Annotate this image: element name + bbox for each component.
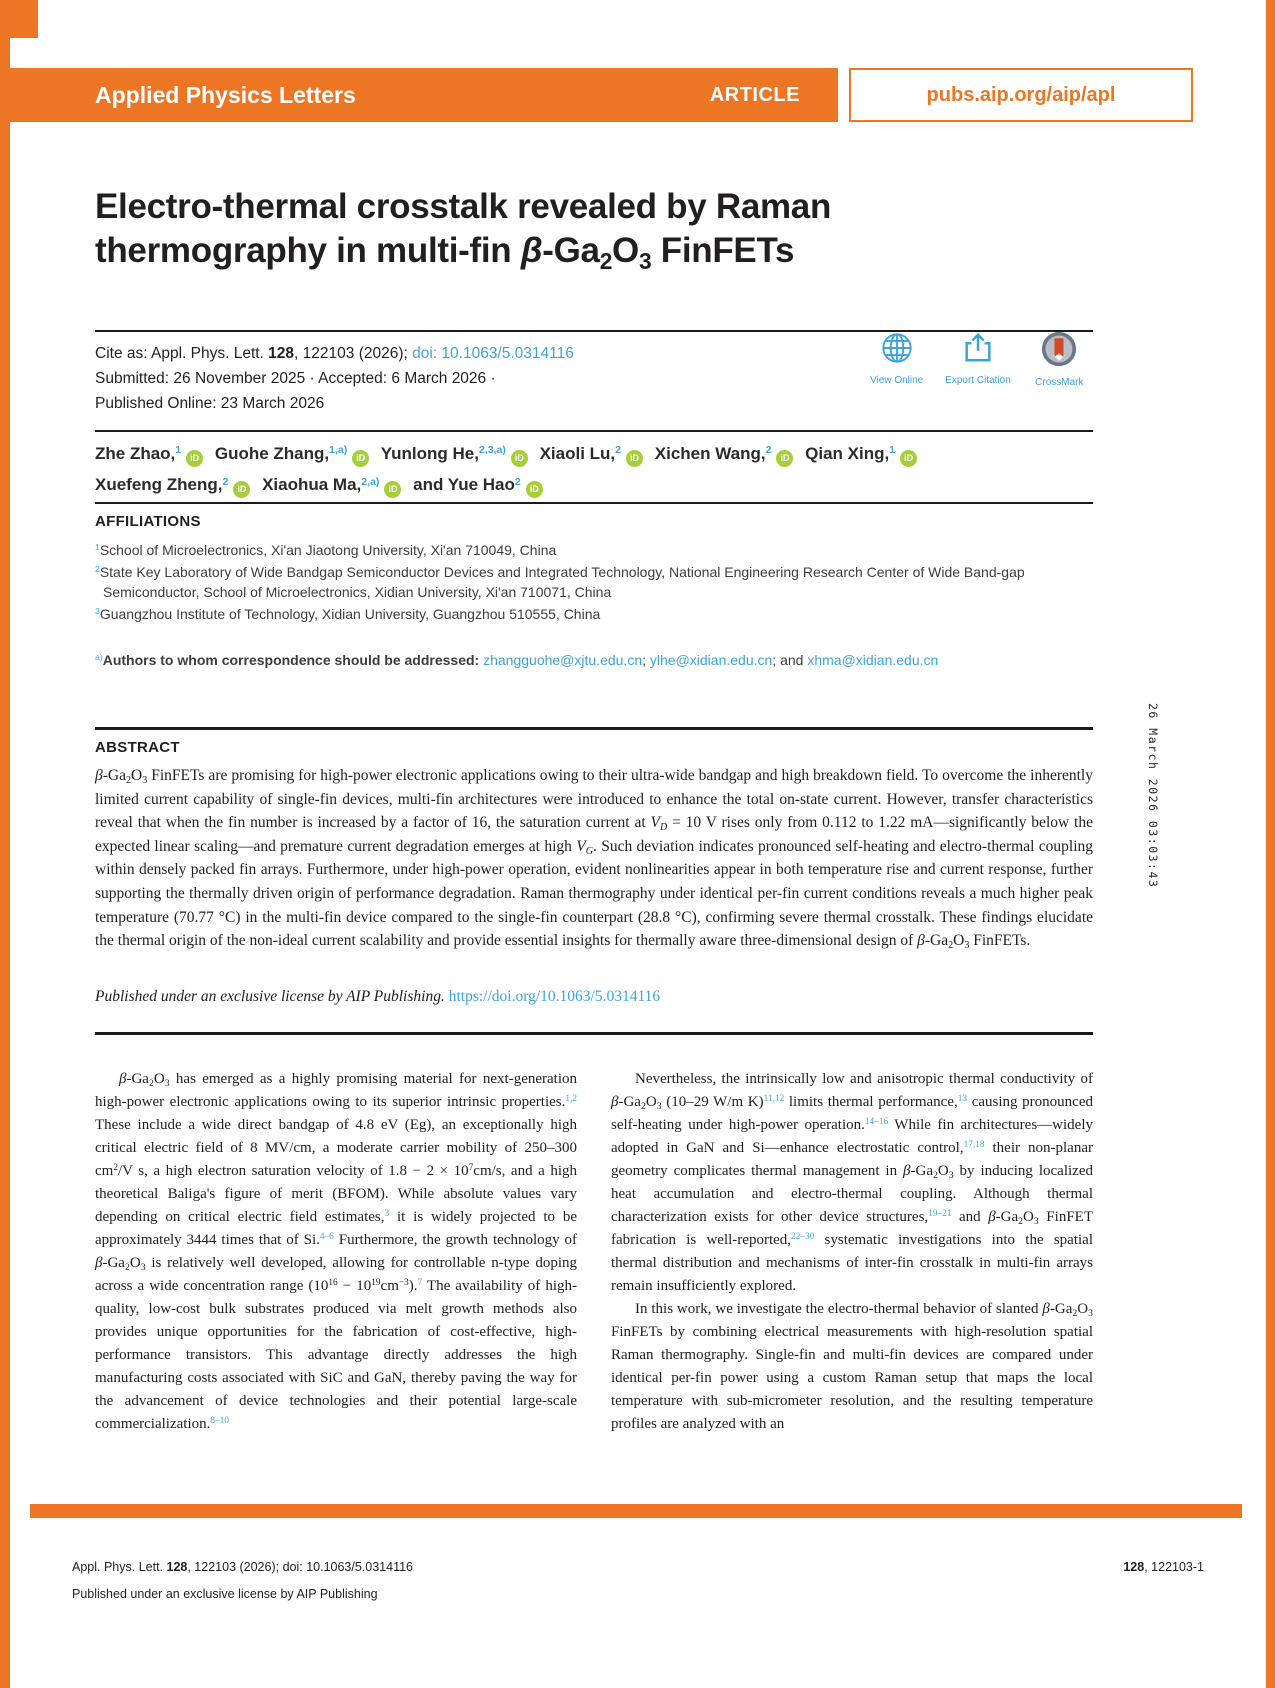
inline-link[interactable]: xhma@xidian.edu.cn <box>807 652 939 668</box>
orcid-icon[interactable]: iD <box>776 450 793 467</box>
right-column <box>611 1068 1093 1436</box>
footer-citation: Appl. Phys. Lett. 128, 122103 (2026); doi: 10.1063/5.0314116 <box>72 1560 414 1574</box>
inline-link[interactable]: zhangguohe@xjtu.edu.cn <box>483 652 643 668</box>
footer-accent-bar <box>30 1504 1242 1518</box>
inline-link[interactable]: https://doi.org/10.1063/5.0314116 <box>448 988 661 1005</box>
crossmark-button[interactable] <box>1019 331 1100 388</box>
inline-link[interactable]: 1 <box>95 542 100 553</box>
page-right-border <box>1266 0 1275 1688</box>
inline-link[interactable]: 2,a) <box>361 475 380 488</box>
export-icon <box>961 331 995 370</box>
view-online-label: View Online <box>870 375 924 386</box>
inline-link[interactable]: 1 <box>889 444 896 457</box>
journal-site-url: pubs.aip.org/aip/apl <box>926 83 1116 106</box>
author-list <box>95 438 1105 501</box>
orcid-icon[interactable]: iD <box>384 481 401 498</box>
left-column <box>95 1068 577 1436</box>
inline-link[interactable]: 1 <box>175 444 182 457</box>
crossmark-label: CrossMark <box>1035 377 1084 388</box>
divider <box>95 1032 1093 1035</box>
journal-name: Applied Physics Letters <box>95 81 356 108</box>
journal-site-link[interactable] <box>849 68 1193 122</box>
inline-link[interactable]: 3 <box>95 606 100 617</box>
inline-link[interactable]: 1,2 <box>565 1093 577 1104</box>
inline-link[interactable]: 2 <box>765 444 772 457</box>
corner-accent <box>0 0 38 38</box>
affiliation-item: $^1$School of Microelectronics, Xi'an Jiaotong University, Xi'an 710049, China <box>95 542 557 558</box>
inline-link[interactable]: 2 <box>222 475 229 488</box>
license-line: Published under an exclusive license by AIP Publishing. https://doi.org/10.1063/5.0314116 <box>95 988 661 1005</box>
page-left-border <box>0 0 10 1688</box>
inline-link[interactable]: 7 <box>417 1277 423 1288</box>
inline-link[interactable]: 2 <box>514 475 521 488</box>
inline-link[interactable]: doi: 10.1063/5.0314116 <box>412 345 574 362</box>
divider <box>95 502 1093 504</box>
article-actions <box>856 331 1100 388</box>
orcid-icon[interactable]: iD <box>626 450 643 467</box>
orcid-icon[interactable]: iD <box>186 450 203 467</box>
footer-license: Published under an exclusive license by AIP Publishing <box>72 1587 378 1601</box>
affiliation-item: $^3$Guangzhou Institute of Technology, Xidian University, Guangzhou 510555, China <box>95 606 601 623</box>
inline-link[interactable]: 17,18 <box>963 1139 985 1150</box>
submitted-accepted-line: Submitted: 26 November 2025 · Accepted: 6 March 2026 · <box>95 370 496 388</box>
inline-link[interactable]: 2,3,a) <box>478 444 506 457</box>
body-paragraph: In this work, we investigate the electro-thermal behavior of slanted $\beta-Ga_2O_3$ FinFETs by combining electrical measurements with high-resolution spatial Raman thermography. Single-fin and multi-fin devices are compared under identical per-fin power using a custom Raman setup that maps the local temperature with sub-micrometer resolution, and the resulting temperature profiles are analyzed with an <box>611 1301 1093 1432</box>
inline-link[interactable]: 11,12 <box>763 1093 785 1104</box>
cite-as-line: Cite as: Appl. Phys. Lett. 128, 122103 (2026); doi: 10.1063/5.0314116 <box>95 345 574 362</box>
orcid-icon[interactable]: iD <box>900 450 917 467</box>
affiliation-item: $^2$State Key Laboratory of Wide Bandgap Semiconductor Devices and Integrated Technology, National Engineering Research Center of Wide Band-gap Semiconductor, School of Microelectronics, Xidian University, Xi'an 710071, China <box>95 563 1025 601</box>
inline-link[interactable]: 13 <box>957 1093 968 1104</box>
body-paragraph: Nevertheless, the intrinsically low and anisotropic thermal conductivity of $\beta-Ga_2O_3$ (10–29 W/m K)$^{11,12}$ limits thermal performance,$^{13}$ causing pronounced self-heating under high-power operation.$^{14-16}$ While fin architectures—widely adopted in GaN and Si—enhance electrostatic control,$^{17,18}$ their non-planar geometry complicates thermal management in $\beta-Ga_2O_3$ by inducing localized heat accumulation and electro-thermal coupling. Although thermal characterization exists for other device structures,$^{19-21}$ and $\beta-Ga_2O_3$ FinFET fabrication is well-reported,$^{22-30}$ systematic investigations into the spatial thermal distribution and mechanisms of inter-fin crosstalk in multi-fin arrays remain insufficiently explored. <box>611 1071 1094 1294</box>
inline-link[interactable]: 2 <box>615 444 622 457</box>
download-timestamp: 26 March 2026 03:03:43 <box>1146 703 1160 889</box>
article-title: Electro-thermal crosstalk revealed by Raman thermography in multi-fin $\beta-Ga_2O_3$ FinFETs <box>95 187 832 274</box>
export-citation-label: Export Citation <box>945 375 1011 386</box>
body-paragraph: $\beta-Ga_2O_3$ has emerged as a highly promising material for next-generation high-power electronic applications owing to its superior intrinsic properties.$^{1,2}$ These include a wide direct bandgap of 4.8 eV (Eg), an exceptionally high critical electric field of 8 MV/cm, a moderate carrier mobility of 250–300 $cm^2/V$ s, a high electron saturation velocity of $1.8 - 2 \times 10^7cm/s$, and a high theoretical Baliga's figure of merit (BFOM). While absolute values vary depending on critical electric field estimates,$^3$ it is widely projected to be approximately 3444 times that of Si.$^{4-6}$ Furthermore, the growth technology of $\beta-Ga_2O_3$ is relatively well developed, allowing for controllable n-type doping across a wide concentration range $(10^{16} - 10^{19}cm^{-3}).^7$ The availability of high-quality, low-cost bulk substrates produced via melt growth methods also provides unique opportunities for the fabrication of cost-effective, high-performance transistors. This advantage directly addresses the high manufacturing costs associated with SiC and GaN, thereby paving the way for the advancement of device technologies and their potential large-scale commercialization.$^{8-10}$ <box>95 1071 578 1432</box>
affiliations-list <box>95 540 1100 626</box>
inline-link[interactable]: 3 <box>384 1208 390 1219</box>
export-citation-button[interactable] <box>937 331 1018 388</box>
orcid-icon[interactable]: iD <box>233 481 250 498</box>
orcid-icon[interactable]: iD <box>526 481 543 498</box>
abstract-text: $\beta-Ga_2O_3$ FinFETs are promising for high-power electronic applications owing to their ultra-wide bandgap and high breakdown field. To overcome the inherently limited current capability of single-fin devices, multi-fin architectures were introduced to enhance the total on-state current. However, transfer characteristics reveal that when the fin number is increased by a factor of 16, the saturation current at $V_D = 10$ V rises only from 0.112 to 1.22 mA—significantly below the expected linear scaling—and premature current degradation emerges at high $V_G$. Such deviation indicates pronounced self-heating and electro-thermal coupling within densely packed fin arrays. Furthermore, under high-power operation, evident nonlinearities appear in both temperature rise and current response, further supporting the thermally driven origin of performance degradation. Raman thermography under identical per-fin current conditions reveals a much higher peak temperature (70.77 °C) in the multi-fin device compared to the single-fin counterpart (28.8 °C), confirming severe thermal crosstalk. These findings elucidate the thermal origin of the non-ideal current scalability and provide essential insights for thermally aware three-dimensional design of $\beta-Ga_2O_3$ FinFETs. <box>95 767 1094 951</box>
author-line-1: Zhe Zhao,$^1$iD Guohe Zhang,$^{1,a)}$iD Yunlong He,$^{2,3,a)}$iD Xiaoli Lu,$^2$iD Xichen Wang,$^2$iD Qian Xing,$^1$iD <box>95 438 1105 469</box>
divider <box>95 430 1093 432</box>
inline-link[interactable]: a) <box>95 652 103 663</box>
citation-block <box>95 341 835 416</box>
abstract-heading: ABSTRACT <box>95 739 180 756</box>
inline-link[interactable]: 2 <box>95 563 100 574</box>
inline-link[interactable]: 4–6 <box>319 1231 334 1242</box>
page-footer <box>72 1560 1204 1601</box>
affiliations-heading: AFFILIATIONS <box>95 513 201 530</box>
orcid-icon[interactable]: iD <box>352 450 369 467</box>
divider <box>95 727 1093 730</box>
inline-link[interactable]: ylhe@xidian.edu.cn <box>649 652 773 668</box>
correspondence-note: $^{a)}$Authors to whom correspondence should be addressed: zhangguohe@xjtu.edu.cn; ylhe@xidian.edu.cn; and xhma@xidian.edu.cn <box>95 652 939 668</box>
published-online-line: Published Online: 23 March 2026 <box>95 395 325 413</box>
crossmark-icon <box>1041 331 1077 372</box>
orcid-icon[interactable]: iD <box>511 450 528 467</box>
inline-link[interactable]: 22–30 <box>791 1231 815 1242</box>
inline-link[interactable]: 8–10 <box>210 1415 229 1426</box>
inline-link[interactable]: 19–21 <box>928 1208 952 1219</box>
globe-icon <box>880 331 914 370</box>
footer-page-number: 128, 122103-1 <box>1123 1560 1204 1574</box>
author-line-2: Xuefeng Zheng,$^2$iD Xiaohua Ma,$^{2,a)}$iD and Yue Hao$^2$iD <box>95 469 1105 500</box>
inline-link[interactable]: 14–16 <box>864 1116 889 1127</box>
article-type-label: ARTICLE <box>709 83 800 106</box>
journal-header <box>0 68 838 122</box>
inline-link[interactable]: 1,a) <box>329 444 348 457</box>
article-body <box>95 1068 1093 1436</box>
view-online-button[interactable] <box>856 331 937 388</box>
